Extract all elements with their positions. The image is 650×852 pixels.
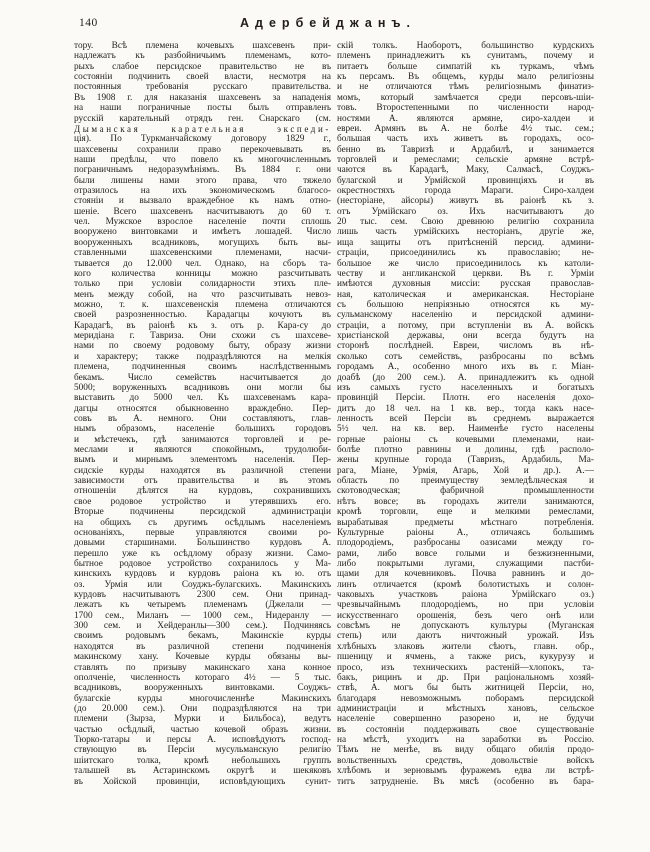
text-line: ная, католическая и американская. Несторіане xyxy=(337,289,594,300)
text-line: нѣтъ вовсе; въ городахъ жители занимаются, xyxy=(337,496,594,507)
text-line: курдовъ насчитываютъ 2300 сем. Они принад- xyxy=(74,590,331,601)
text-line: область по преимуществу земледѣльческая и xyxy=(337,476,594,487)
text-line: макинскому хану. Кочевые курды обязаны вы- xyxy=(74,652,331,663)
text-line: на наши пограничные посты былъ отправленъ xyxy=(74,103,331,114)
text-line: (несторіане, айсоры) живутъ въ раіонѣ къ з. xyxy=(337,196,594,207)
text-line: ленность всей Персіи въ среднемъ выражается xyxy=(337,413,594,424)
text-line: племенъ принадлежитъ къ сунитамъ, почему и xyxy=(337,51,594,62)
text-line: пограничнымъ недоразумѣніямъ. Въ 1884 г. они xyxy=(74,165,331,176)
text-line: кого количества конницы можно разсчитывать xyxy=(74,268,331,279)
text-line: ища защиты отъ притѣсненій персид. админи- xyxy=(337,237,594,248)
text-column-right xyxy=(337,41,594,787)
text-line: степь) или даютъ ничтожный урожай. Изъ xyxy=(337,631,594,642)
text-line: чел. Мужское взрослое населеніе почти сплошь xyxy=(74,217,331,228)
text-line: Въ 1908 г. для наказанія шахсевенъ за нападенія xyxy=(74,92,331,103)
text-line: отразилось на ихъ экономическомъ благосо- xyxy=(74,186,331,197)
text-line: ставленными шахсевенскими племенами, насчи- xyxy=(74,248,331,259)
text-line: большое же число присоединилось къ католи- xyxy=(337,258,594,269)
text-line: на общихъ съ другимъ осѣдлымъ населеніемъ xyxy=(74,517,331,528)
text-line: въ Хойской провинціи, исповѣдующихъ сунит- xyxy=(74,776,331,787)
text-line: шеніе. Всего шахсевенъ насчитываютъ до 60 т. xyxy=(74,206,331,217)
text-line: Тюрко-татары и персы А. исповѣдуютъ господ- xyxy=(74,735,331,746)
text-line: вымъ и мирнымъ элементомъ населенія. Пер- xyxy=(74,455,331,466)
text-line: имѣются духовныя миссіи: русская православ- xyxy=(337,279,594,290)
text-line: щами для кочевниковъ. Почва равнинъ и до- xyxy=(337,569,594,580)
text-line: и мѣстечекъ, гдѣ занимаются торговлей и ре- xyxy=(74,434,331,445)
text-line: ностями А. являются армяне, сиро-халдеи и xyxy=(337,113,594,124)
text-line: булагскіе курды многочисленнѣе Макинскихъ xyxy=(74,693,331,704)
text-line: большая часть ихъ живетъ въ городахъ, осо- xyxy=(337,134,594,145)
text-line: чаются въ Карадагѣ, Маку, Салмасѣ, Соуджъ- xyxy=(337,165,594,176)
text-line: честву и англиканской церкви. Въ г. Урміи xyxy=(337,268,594,279)
text-line: отношеніи дѣлятся на курдовъ, сохранившихъ xyxy=(74,486,331,497)
page-number: 140 xyxy=(79,17,98,29)
text-line: вырабатывая предметы мѣстнаго потребленія. xyxy=(337,517,594,528)
text-line: кинскихъ курдовъ и курдовъ раіона къ ю. отъ xyxy=(74,569,331,580)
text-line: 300 сем. и Хейдеранлы—300 сем.). Подчиняясь xyxy=(74,621,331,632)
text-line: отъ Урмійскаго оз. Ихъ насчитываютъ до xyxy=(337,206,594,217)
text-line: меслами и являются спокойнымъ, трудолюби- xyxy=(74,445,331,456)
text-line: линъ отличается (кромѣ болотистыхъ и солон- xyxy=(337,579,594,590)
text-line: страціи, присоединились къ православію; не- xyxy=(337,248,594,259)
text-line: питаетъ больше симпатій къ туркамъ, чѣмъ xyxy=(337,61,594,72)
text-line: ополченіе, численность котораго 4½ — 5 тыс. xyxy=(74,672,331,683)
text-line: всадниковъ, вооруженныхъ винтовками. Соуджъ- xyxy=(74,683,331,694)
text-line: либо покрытыми лугами, служащими пастби- xyxy=(337,558,594,569)
text-columns xyxy=(74,41,594,787)
text-line: талышей въ Астаринскомъ округѣ и шекяковъ xyxy=(74,766,331,777)
text-line: нами по своему родовому быту, образу жизни xyxy=(74,341,331,352)
text-line: титъ затрудненіе. Въ мясѣ (особенно въ бара- xyxy=(337,776,594,787)
text-line: жены крупные города (Тавризъ, Ардабиль, Ма- xyxy=(337,455,594,466)
text-line: администраціи и мѣстныхъ хановъ, сельское xyxy=(337,704,594,714)
text-line: бекамъ. Число семействъ насчитывается до xyxy=(74,372,331,383)
text-line: совъ въ А. немного. Они составляютъ, глав- xyxy=(74,413,331,424)
text-line: 5000; воруженныхъ всадниковъ они могли бы xyxy=(74,382,331,393)
text-line: болѣе плотно равнины и долины, гдѣ располо- xyxy=(337,445,594,456)
page-title: Адербейджанъ. xyxy=(240,16,416,30)
text-line: находятся въ различной степени подчиненія xyxy=(74,641,331,652)
text-line: 1700 сем., Миланъ — 1000 сем., Нидеранлу — xyxy=(74,610,331,621)
text-line: въ состояніи поддерживать свое существованіе xyxy=(337,724,594,735)
text-line: тору. Всѣ племена кочевыхъ шахсевенъ при- xyxy=(74,41,331,51)
text-line: съ большою непріязнью относятся къ му- xyxy=(337,299,594,310)
text-line: сульманскому населенію и персидской админи- xyxy=(337,310,594,321)
text-line: оз. Урмія или Соуджъ-булагскихъ. Макинскихъ xyxy=(74,579,331,590)
text-line: рами, либо вовсе голыми и безжизненными, xyxy=(337,548,594,559)
text-line: совсѣмъ не допускаютъ культуры (Муганская xyxy=(337,621,594,632)
text-line: ставлять по призыву макинскаго хана конное xyxy=(74,662,331,673)
text-line: къ персамъ. Въ общемъ, курды мало религіозны xyxy=(337,72,594,83)
text-line: чаковыхъ участковъ раіона Урмійскаго оз.) xyxy=(337,590,594,601)
text-line: шіитскаго толка, кромѣ небольшихъ группъ xyxy=(74,755,331,766)
text-line: бытное родовое устройство сохранилось у Ма- xyxy=(74,558,331,569)
text-line: христіанской державы, они всегда будутъ на xyxy=(337,331,594,342)
text-line: торговлей и ремеслами; сельскіе армяне встрѣ- xyxy=(337,154,594,165)
text-line: бенно въ Тавризѣ и Ардабилѣ, и занимается xyxy=(337,144,594,155)
text-line: довыми старшинами. Большинство курдовъ А. xyxy=(74,538,331,549)
text-line: Вторые подчинены персидской администраціи xyxy=(74,507,331,518)
text-line: рыхъ слабое персидское правительство не въ xyxy=(74,61,331,72)
text-line: бакъ, рицинъ и др. При раціональномъ хозяй- xyxy=(337,672,594,683)
text-line: основаніяхъ, первые управляются своими ро- xyxy=(74,527,331,538)
text-column-left xyxy=(74,41,331,787)
text-line: племена, подчиненныя своимъ наслѣдственнымъ xyxy=(74,362,331,373)
text-line: Карадагѣ, въ раіонѣ къ з. отъ р. Кара-су до xyxy=(74,320,331,331)
text-line: благодаря невозможнымъ поборамъ персидской xyxy=(337,693,594,704)
text-line: евреи. Армянъ въ А. не болѣе 4½ тыс. сем.; xyxy=(337,123,594,134)
text-line: горные раіоны съ кочевыми племенами, наи- xyxy=(337,434,594,445)
text-line: своимъ родовымъ бекамъ, Макинскіе курды xyxy=(74,631,331,642)
text-line: городамъ А., особенно много ихъ въ г. Міан- xyxy=(337,362,594,373)
text-line: чрезвычайнымъ плодородіемъ, но при условіи xyxy=(337,600,594,611)
text-line: ція). По Туркманчайскому договору 1829 г., xyxy=(74,134,331,145)
text-line: ствѣ, А. могъ бы быть житницей Персіи, но, xyxy=(337,683,594,694)
text-line: наши предѣлы, что повело къ многочисленнымъ xyxy=(74,154,331,165)
text-line: постоянныя требованія русскаго правительства. xyxy=(74,82,331,93)
text-line: просо, изъ техническихъ растеній—хлопокъ, та- xyxy=(337,662,594,673)
text-line: товъ. Второстепенными по численности народ- xyxy=(337,103,594,114)
text-line: хлѣбныхъ злаковъ жители сѣютъ, главн. обр., xyxy=(337,641,594,652)
text-line: доабѣ (до 200 сем.). А. принадлежитъ къ одной xyxy=(337,372,594,383)
text-line: населеніе совершенно разорено и, не будучи xyxy=(337,714,594,725)
text-line: момъ, который замѣчается среди персовъ-шіи- xyxy=(337,92,594,103)
text-line: изъ самыхъ густо населенныхъ и богатыхъ xyxy=(337,382,594,393)
text-line: зависимости отъ правительства и въ этомъ xyxy=(74,476,331,487)
text-line: Дыманская карательная экспеди- xyxy=(74,123,331,134)
text-line: частью осѣдлый, частью кочевой образъ жизни. xyxy=(74,724,331,735)
text-line: хлѣбомъ и зерновымъ фуражемъ едва ли встрѣ- xyxy=(337,766,594,777)
text-line: дагцы относятся обыкновенно враждебно. Пер- xyxy=(74,403,331,414)
text-line: окрестностяхъ города Мараги. Сиро-халдеи xyxy=(337,186,594,197)
text-line: (до 20.000 сем.). Они подраздѣляются на три xyxy=(74,704,331,714)
text-line: надлежатъ къ разбойничьимъ племенамъ, кото- xyxy=(74,51,331,62)
text-line: плодородіемъ, разбросаны оазисами между го- xyxy=(337,538,594,549)
text-line: кромѣ торговли, еще и мелкими ремеслами, xyxy=(337,507,594,518)
text-line: сторонѣ послѣдней. Евреи, числомъ въ нѣ- xyxy=(337,341,594,352)
text-line: рага, Міане, Урмія, Агарь, Хой и др.). А.— xyxy=(337,465,594,476)
text-line: провинцій Персіи. Плотн. его населенія дохо- xyxy=(337,393,594,404)
text-line: вооруженныхъ всадниковъ, могущихъ быть вы- xyxy=(74,237,331,248)
text-line: скотоводческая; фабричной промышленности xyxy=(337,486,594,497)
text-line: сколько сотъ семействъ, разбросаны по всѣмъ xyxy=(337,351,594,362)
text-line: Культурные раіоны А., отличаясь большимъ xyxy=(337,527,594,538)
text-line: и характеру; также подраздѣляются на мелкія xyxy=(74,351,331,362)
text-line: скій толкъ. Наоборотъ, большинство курдскихъ xyxy=(337,41,594,51)
text-line: на мѣстѣ, уходитъ на заработки въ Россію. xyxy=(337,735,594,746)
text-line: выставить до 5000 чел. Къ шахсевенамъ кара- xyxy=(74,393,331,404)
text-line: вольственныхъ средствъ, довольствіе войскъ xyxy=(337,755,594,766)
text-line: лишь часть урмійскихъ несторіанъ, другіе же, xyxy=(337,227,594,238)
text-line: искусственнаго орошенія, безъ чего онѣ или xyxy=(337,610,594,621)
text-line: Тѣмъ не менѣе, въ виду общаго обилія продо- xyxy=(337,745,594,756)
text-line: пшеницу и ячмень, а также рисъ, кукурузу и xyxy=(337,652,594,663)
text-line: дитъ до 18 чел. на 1 кв. вер., тогда какъ насе- xyxy=(337,403,594,414)
text-line: вооружено винтовками и имѣетъ лошадей. Число xyxy=(74,227,331,238)
text-line: меридіана г. Тавриза. Они схожи съ шахсеве- xyxy=(74,331,331,342)
text-line: русскій карательный отрядъ ген. Снарскаго (см. xyxy=(74,113,331,124)
text-line: племени (Зырза, Мурки и Бильбоса), ведутъ xyxy=(74,714,331,725)
text-line: сидскіе курды находятся въ различной степени xyxy=(74,465,331,476)
text-line: состояніи подчинить своей власти, несмотря на xyxy=(74,72,331,83)
text-line: и не отличаются тѣмъ религіознымъ финатиз- xyxy=(337,82,594,93)
text-line: 20 тыс. сем. Свою древнюю религію сохранила xyxy=(337,217,594,228)
text-line: стояніи и вызвало враждебное къ намъ отно- xyxy=(74,196,331,207)
text-line: шахсевены сохранили право перекочевывать въ xyxy=(74,144,331,155)
text-line: ствующую въ Персіи мусульманскую религію xyxy=(74,745,331,756)
text-line: можно, т. к. шахсевенскія племена отличаются xyxy=(74,299,331,310)
text-line: булагской и Урмійской провинціяхъ и въ xyxy=(337,175,594,186)
text-line: менъ между собой, на что разсчитывать невоз- xyxy=(74,289,331,300)
text-line: были лишены нами этого права, что тяжело xyxy=(74,175,331,186)
text-line: 5½ чел. на кв. вер. Наименѣе густо населены xyxy=(337,424,594,435)
text-line: только при условіи солидарности этихъ пле- xyxy=(74,279,331,290)
text-line: своей разрозненностью. Карадагцы кочуютъ въ xyxy=(74,310,331,321)
text-line: перешло уже къ осѣдлому образу жизни. Само- xyxy=(74,548,331,559)
text-line: свое родовое устройство и утерявшихъ его. xyxy=(74,496,331,507)
text-line: лежатъ къ четыремъ племенамъ (Джелали — xyxy=(74,600,331,611)
text-line: страціи, а потому, при вступленіи въ А. войскъ xyxy=(337,320,594,331)
text-line: тывается до 12.000 чел. Однако, на сборъ та- xyxy=(74,258,331,269)
text-line: нымъ образомъ, населеніе большихъ городовъ xyxy=(74,424,331,435)
